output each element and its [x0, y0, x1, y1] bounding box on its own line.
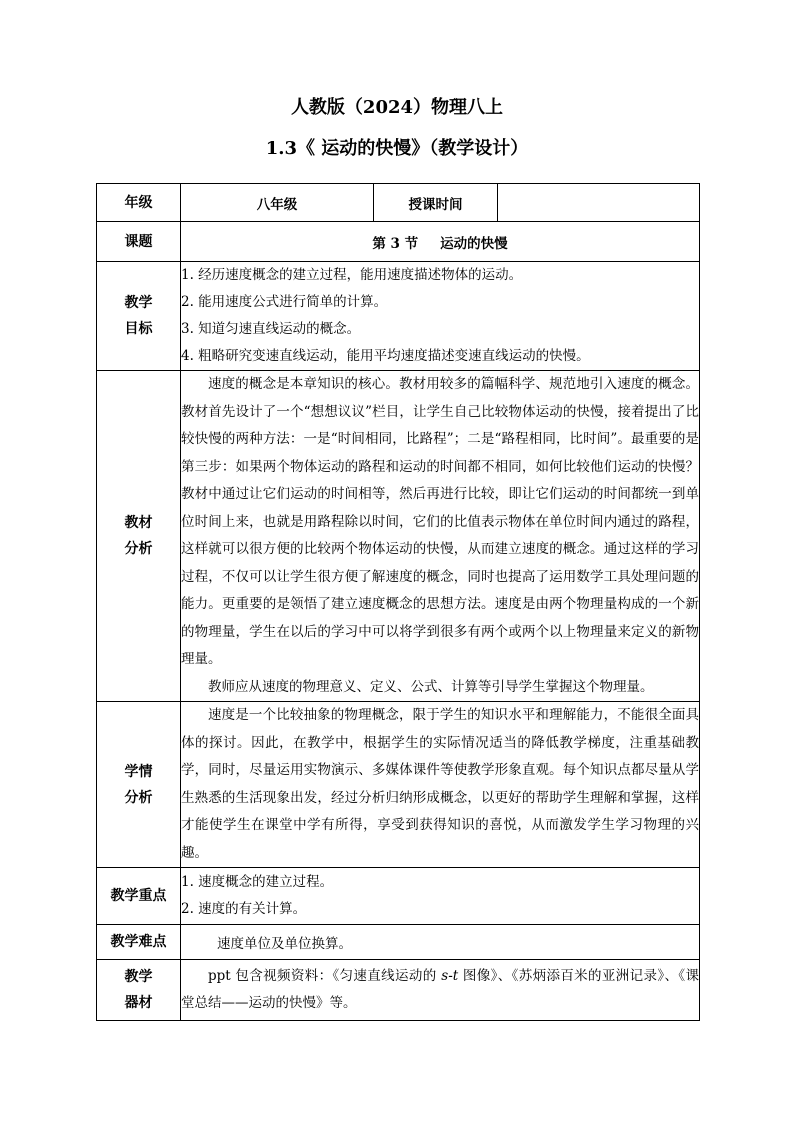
topic-value: 运动的快慢 — [440, 235, 508, 252]
equipment-label-line2: 器材 — [124, 995, 153, 1011]
student-row — [97, 702, 700, 868]
student-analysis — [181, 702, 700, 868]
key-points-list — [181, 868, 700, 925]
student-label-line2: 分析 — [124, 789, 153, 806]
material-analysis — [181, 371, 700, 702]
student-label-line1: 学情 — [124, 763, 153, 780]
material-paragraph-2: 教师应从速度的物理意义、定义、公式、计算等引导学生掌握这个物理量。 — [208, 678, 654, 695]
time-label: 授课时间 — [374, 184, 498, 222]
difficulty-label: 教学难点 — [97, 925, 181, 960]
goal-item: 2. 能用速度公式进行简单的计算。 — [181, 294, 388, 310]
student-label — [97, 702, 181, 868]
goal-item: 4. 粗略研究变速直线运动，能用平均速度描述变速直线运动的快慢。 — [181, 348, 590, 364]
material-label-line2: 分析 — [124, 541, 153, 557]
goals-label-line2: 目标 — [124, 321, 153, 337]
topic-cell — [181, 222, 700, 262]
material-paragraph-1: 速度的概念是本章知识的核心。教材用较多的篇幅科学、规范地引入速度的概念。教材首先设计了一个“想想议议”栏目，让学生自己比较物体运动的快慢，接着提出了比较快慢的两种方法：一是“时间相同，比路程”；二是“路程相同，比时间”。最重要的是第三步：如果两个物体运动的路程和运动的时间都不相同，如何比较他们运动的快慢？教材中通过让它们运动的时间相等，然后再进行比较，即让它们运动的时间都统一到单位时间上来，也就是用路程除以时间，它们的比值表示物体在单位时间内通过的路程，这样就可以很方便的比较两个物体运动的快慢，从而建立速度的概念。通过这样的学习过程，不仅可以让学生很方便了解速度的概念，同时也提高了运用数学工具处理问题的能力。更重要的是领悟了建立速度概念的思想方法。速度是由两个物理量构成的一个新的物理量，学生在以后的学习中可以将学到很多有两个或两个以上物理量来定义的新物理量。 — [181, 376, 699, 667]
student-paragraph: 速度是一个比较抽象的物理概念，限于学生的知识水平和理解能力，不能很全面具体的探讨。因此，在教学中，根据学生的实际情况适当的降低教学梯度，注重基础教学，同时，尽量运用实物演示、多媒体课件等使教学形象直观。每个知识点都尽量从学生熟悉的生活现象出发，经过分析归纳形成概念，以更好的帮助学生理解和掌握，这样才能使学生在课堂中学有所得，享受到获得知识的喜悦，从而激发学生学习物理的兴趣。 — [181, 707, 699, 861]
goals-label-line1: 教学 — [124, 295, 153, 311]
equipment-row — [97, 960, 700, 1021]
equipment-text-end: 图像》、《苏炳添百米的亚洲记录》、《课堂总结——运动的快慢》等。 — [181, 967, 699, 1011]
topic-section: 第 3 节 — [372, 235, 419, 252]
equipment-paragraph — [181, 963, 699, 1018]
lesson-title: 1.3《 运动的快慢》（教学设计） — [265, 138, 529, 159]
key-label: 教学重点 — [97, 868, 181, 925]
key-row — [97, 868, 700, 925]
goal-item: 3. 知道匀速直线运动的概念。 — [181, 321, 361, 337]
topic-row — [97, 222, 700, 262]
difficulty-value: 速度单位及单位换算。 — [181, 925, 700, 960]
equipment-description — [181, 960, 700, 1021]
material-label-line1: 教材 — [124, 515, 153, 531]
difficulty-row — [97, 925, 700, 960]
key-point-item: 1. 速度概念的建立过程。 — [181, 874, 334, 890]
grade-row — [97, 184, 700, 222]
material-label — [97, 371, 181, 702]
time-value — [498, 184, 700, 222]
document-title: 人教版（2024）物理八上 — [290, 97, 504, 118]
topic-label: 课题 — [97, 222, 181, 262]
grade-value: 八年级 — [181, 184, 374, 222]
grade-label: 年级 — [97, 184, 181, 222]
equipment-st-symbol: s-t — [441, 967, 459, 984]
key-point-item: 2. 速度的有关计算。 — [181, 901, 307, 917]
material-row — [97, 371, 700, 702]
goal-item: 1. 经历速度概念的建立过程，能用速度描述物体的运动。 — [181, 267, 523, 283]
equipment-label — [97, 960, 181, 1021]
equipment-label-line1: 教学 — [124, 969, 153, 985]
goals-label — [97, 262, 181, 371]
equipment-text-start: ppt 包含视频资料：《匀速直线运动的 — [208, 967, 442, 984]
goals-list — [181, 262, 700, 371]
lesson-plan-table — [96, 183, 700, 1021]
goals-row — [97, 262, 700, 371]
